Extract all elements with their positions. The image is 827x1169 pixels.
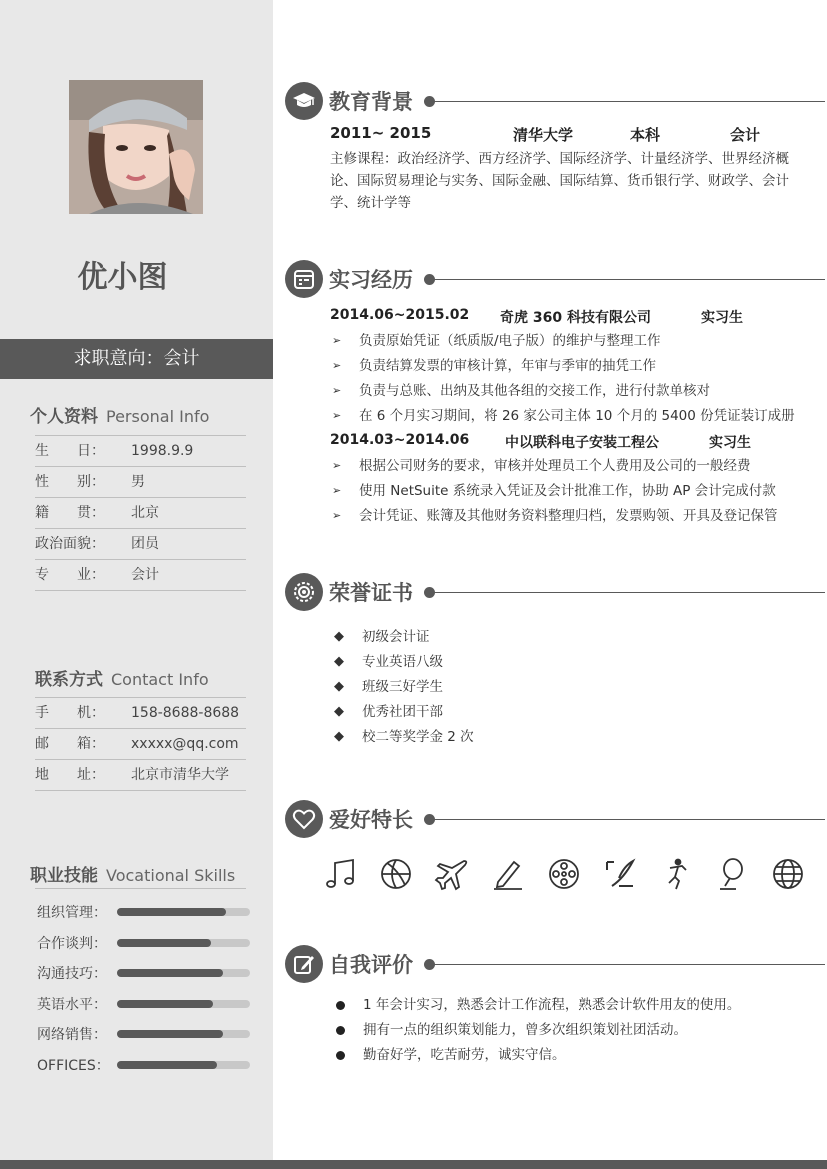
education-major: 会计 <box>730 126 761 144</box>
film-reel-icon <box>546 856 582 892</box>
skill-label: 英语水平： <box>37 996 107 1013</box>
pen-icon <box>490 856 526 892</box>
duty-text: 负责与总账、出纳及其他各组的交接工作，进行付款单核对 <box>359 383 710 399</box>
info-key: 籍 贯： <box>35 505 105 521</box>
section-line <box>433 592 825 593</box>
evaluation-text: 拥有一点的组织策划能力，曾多次组织策划社团活动。 <box>363 1022 687 1038</box>
hobbies-title: 爱好特长 <box>329 808 413 832</box>
skill-bar <box>117 908 250 916</box>
contact-info-title-cn: 联系方式 <box>35 670 103 690</box>
dot-bullet-icon <box>336 1001 345 1010</box>
duty-text: 在 6 个月实习期间，将 26 家公司主体 10 个月的 5400 份凭证装订成册 <box>359 408 795 424</box>
job-objective-banner: 求职意向：会计 <box>0 339 273 379</box>
section-line <box>433 819 825 820</box>
arrow-bullet-icon: ➢ <box>332 409 342 422</box>
contact-info-list <box>35 697 246 791</box>
info-key: 邮 箱： <box>35 736 105 752</box>
phone-value[interactable]: 158-8688-8688 <box>131 705 240 721</box>
info-value: 北京市清华大学 <box>131 767 229 783</box>
arrow-bullet-icon: ➢ <box>332 384 342 397</box>
evaluation-title: 自我评价 <box>329 953 413 977</box>
skills-title-en: Vocational Skills <box>106 866 236 885</box>
info-value: 1998.9.9 <box>131 443 194 459</box>
evaluation-text: 1 年会计实习，熟悉会计工作流程，熟悉会计软件用友的使用。 <box>363 997 741 1013</box>
arrow-bullet-icon: ➢ <box>332 459 342 472</box>
evaluation-header <box>285 945 825 983</box>
education-header <box>285 82 825 120</box>
info-row-major <box>35 560 246 591</box>
honor-text: 专业英语八级 <box>362 654 443 670</box>
info-value: 会计 <box>131 567 159 583</box>
arrow-bullet-icon: ➢ <box>332 334 342 347</box>
diamond-bullet-icon: ◆ <box>334 679 344 694</box>
music-icon <box>322 856 358 892</box>
personal-info-list <box>35 435 246 591</box>
skills-title-cn: 职业技能 <box>30 866 98 886</box>
skills-divider <box>35 888 246 889</box>
education-school: 清华大学 <box>513 126 574 144</box>
evaluation-text: 勤奋好学，吃苦耐劳，诚实守信。 <box>363 1047 566 1063</box>
education-title: 教育背景 <box>329 90 413 114</box>
honors-title: 荣誉证书 <box>329 581 413 605</box>
duty-text: 根据公司财务的要求，审核并处理员工个人费用及公司的一般经费 <box>359 458 751 474</box>
skill-bar <box>117 1000 250 1008</box>
arrow-bullet-icon: ➢ <box>332 484 342 497</box>
info-row-political-status <box>35 529 246 560</box>
education-years: 2011~ 2015 <box>330 124 432 142</box>
email-value[interactable]: xxxxx@qq.com <box>131 736 239 752</box>
info-key: 政治面貌： <box>35 536 105 552</box>
skill-bar-fill <box>117 1061 217 1069</box>
skill-label: OFFICES： <box>37 1057 110 1074</box>
globe-icon <box>770 856 806 892</box>
honor-text: 初级会计证 <box>362 629 430 645</box>
skills-title <box>30 861 235 886</box>
candidate-name: 优小图 <box>77 260 168 295</box>
hobbies-header <box>285 800 825 838</box>
personal-info-title <box>30 402 209 427</box>
contact-info-title-en: Contact Info <box>111 670 209 689</box>
medal-icon <box>285 573 323 611</box>
skill-bar-fill <box>117 1030 223 1038</box>
duty-text: 负责原始凭证（纸质版/电子版）的维护与整理工作 <box>359 333 661 349</box>
honors-header <box>285 573 825 611</box>
internship-title: 实习经历 <box>329 268 413 292</box>
job-role: 实习生 <box>709 435 751 451</box>
skill-row <box>37 988 257 1019</box>
info-value: 男 <box>131 474 145 490</box>
heart-icon <box>285 800 323 838</box>
profile-photo <box>69 80 203 214</box>
duty-text: 负责结算发票的审核计算，年审与季审的抽凭工作 <box>359 358 656 374</box>
skill-row <box>37 896 257 927</box>
personal-info-title-en: Personal Info <box>106 407 210 426</box>
contact-info-title <box>35 665 209 690</box>
info-key: 生 日： <box>35 443 105 459</box>
job-period: 2014.03~2014.06 <box>330 432 470 448</box>
info-key: 地 址： <box>35 767 105 783</box>
honor-text: 优秀社团干部 <box>362 704 443 720</box>
info-key: 性 别： <box>35 474 105 490</box>
info-key: 手 机： <box>35 705 105 721</box>
duty-text: 会计凭证、账簿及其他财务资料整理归档，发票购领、开具及登记保管 <box>359 508 778 524</box>
skill-bar-fill <box>117 969 223 977</box>
skill-row <box>37 1018 257 1049</box>
dot-bullet-icon <box>336 1026 345 1035</box>
skill-label: 合作谈判： <box>37 935 107 952</box>
basketball-icon <box>378 856 414 892</box>
job-period: 2014.06~2015.02 <box>330 307 470 323</box>
arrow-bullet-icon: ➢ <box>332 509 342 522</box>
calligraphy-icon <box>602 856 638 892</box>
education-courses: 主修课程：政治经济学、西方经济学、国际经济学、计量经济学、世界经济概论、国际贸易理论与实务、国际金融、国际结算、货币银行学、财政学、会计学、统计学等 <box>330 151 789 211</box>
section-line <box>433 101 825 102</box>
footer-bar <box>0 1160 827 1169</box>
diamond-bullet-icon: ◆ <box>334 704 344 719</box>
info-value: 北京 <box>131 505 159 521</box>
skill-bar-fill <box>117 939 211 947</box>
diamond-bullet-icon: ◆ <box>334 629 344 644</box>
skill-bar <box>117 1030 250 1038</box>
dot-bullet-icon <box>336 1051 345 1060</box>
skill-label: 沟通技巧： <box>37 966 107 982</box>
diamond-bullet-icon: ◆ <box>334 729 344 744</box>
skill-row <box>37 927 257 958</box>
education-degree: 本科 <box>630 126 661 144</box>
skill-bar <box>117 939 250 947</box>
airplane-icon <box>434 856 470 892</box>
job-company: 奇虎 360 科技有限公司 <box>500 310 651 326</box>
job-role: 实习生 <box>701 310 743 326</box>
skill-bar <box>117 1061 250 1069</box>
info-row-phone <box>35 698 246 729</box>
internship-header <box>285 260 825 298</box>
honor-text: 校二等奖学金 2 次 <box>362 729 474 745</box>
sidebar <box>0 0 273 1160</box>
info-value: 团员 <box>131 536 159 552</box>
skill-bar-fill <box>117 1000 213 1008</box>
section-line <box>433 279 825 280</box>
skill-row <box>37 957 257 988</box>
info-row-hometown <box>35 498 246 529</box>
job-company: 中以联科电子安装工程公 <box>505 435 659 451</box>
dance-icon <box>658 856 694 892</box>
skill-bar <box>117 969 250 977</box>
duty-text: 使用 NetSuite 系统录入凭证及会计批准工作，协助 AP 会计完成付款 <box>359 483 776 499</box>
ping-pong-icon <box>714 856 750 892</box>
info-row-address <box>35 760 246 791</box>
skill-bar-fill <box>117 908 226 916</box>
info-row-birthday <box>35 436 246 467</box>
graduation-cap-icon <box>285 82 323 120</box>
section-line <box>433 964 825 965</box>
skill-row <box>37 1049 257 1080</box>
info-row-gender <box>35 467 246 498</box>
arrow-bullet-icon: ➢ <box>332 359 342 372</box>
info-row-email <box>35 729 246 760</box>
skills-list <box>37 896 257 1079</box>
calendar-icon <box>285 260 323 298</box>
skill-label: 网络销售： <box>37 1027 107 1043</box>
personal-info-title-cn: 个人资料 <box>30 407 98 427</box>
diamond-bullet-icon: ◆ <box>334 654 344 669</box>
honor-text: 班级三好学生 <box>362 679 443 695</box>
skill-label: 组织管理： <box>37 905 107 921</box>
edit-icon <box>285 945 323 983</box>
info-key: 专 业： <box>35 567 105 583</box>
